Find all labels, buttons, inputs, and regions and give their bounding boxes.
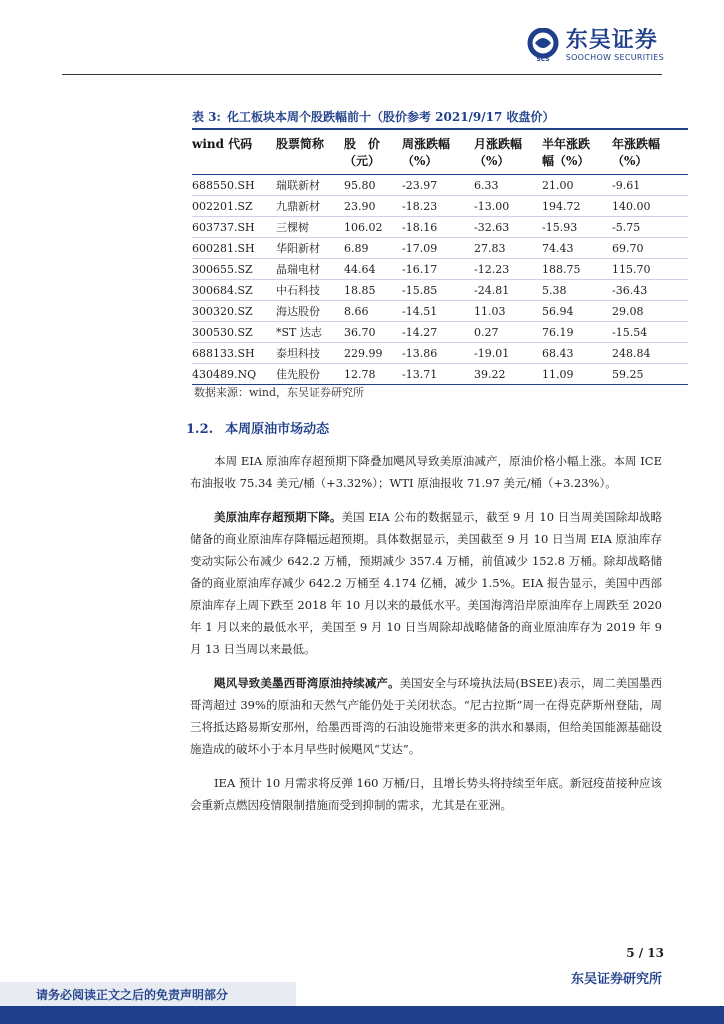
table-cell: *ST 达志 — [276, 322, 344, 343]
table-row — [192, 301, 688, 322]
paragraph-oil-summary: 本周 EIA 原油库存超预期下降叠加飓风导致美原油减产，原油价格小幅上涨。本周 ICE 布油报收 75.34 美元/桶（+3.32%）；WTI 原油报收 71.97 美元/桶（+3.23%）。 — [190, 454, 662, 490]
table-cell: 29.08 — [612, 301, 688, 322]
section-number: 1.2. — [186, 422, 214, 437]
table-row — [192, 364, 688, 385]
table-row — [192, 280, 688, 301]
table-cell: 23.90 — [344, 196, 402, 217]
footer-bar — [0, 1006, 724, 1024]
page-number: 5 / 13 — [626, 946, 664, 960]
table-row — [192, 217, 688, 238]
header-wind-code: wind 代码 — [192, 129, 276, 152]
table-cell: 74.43 — [542, 238, 612, 259]
table-row — [192, 238, 688, 259]
header-yearly-change: 年涨跌幅 — [612, 129, 688, 152]
table-cell: 430489.NQ — [192, 364, 276, 385]
table-cell: 106.02 — [344, 217, 402, 238]
header-half-year-change: 半年涨跌 — [542, 129, 612, 152]
table-cell: -5.75 — [612, 217, 688, 238]
table-cell: 002201.SZ — [192, 196, 276, 217]
table-row — [192, 322, 688, 343]
paragraph-lead: 美原油库存超预期下降。 — [214, 510, 342, 524]
table-cell: 18.85 — [344, 280, 402, 301]
table-header-units-row — [192, 152, 688, 175]
table-cell: 688133.SH — [192, 343, 276, 364]
table-caption-text: 化工板块本周个股跌幅前十（股价参考 2021/9/17 收盘价） — [226, 110, 555, 124]
table-cell: -18.23 — [402, 196, 474, 217]
table-cell: 68.43 — [542, 343, 612, 364]
table-cell: 0.27 — [474, 322, 542, 343]
table-cell: -23.97 — [402, 175, 474, 196]
table-cell: -15.93 — [542, 217, 612, 238]
header-unit: （元） — [344, 152, 402, 175]
table-cell: -19.01 — [474, 343, 542, 364]
table-cell: 56.94 — [542, 301, 612, 322]
stock-decline-table — [192, 128, 688, 385]
soochow-logo-icon — [526, 28, 560, 62]
table-cell: -24.81 — [474, 280, 542, 301]
table-cell: 59.25 — [612, 364, 688, 385]
header-unit: （%） — [474, 152, 542, 175]
table-cell: 佳先股份 — [276, 364, 344, 385]
table-cell: 115.70 — [612, 259, 688, 280]
header-unit — [192, 152, 276, 175]
table-cell: 11.03 — [474, 301, 542, 322]
table-cell: -13.71 — [402, 364, 474, 385]
table-cell: 6.33 — [474, 175, 542, 196]
table-cell: 229.99 — [344, 343, 402, 364]
table-cell: -9.61 — [612, 175, 688, 196]
footer-company: 东吴证券研究所 — [570, 972, 662, 987]
header-price: 股 价 — [344, 129, 402, 152]
table-source: 数据来源：wind，东吴证券研究所 — [194, 386, 365, 399]
table-cell: 39.22 — [474, 364, 542, 385]
table-cell: -15.54 — [612, 322, 688, 343]
table-cell: 泰坦科技 — [276, 343, 344, 364]
table-cell: -16.17 — [402, 259, 474, 280]
section-title: 本周原油市场动态 — [225, 422, 330, 437]
table-cell: 九鼎新材 — [276, 196, 344, 217]
disclaimer-text: 请务必阅读正文之后的免责声明部分 — [36, 988, 229, 1002]
table-cell: 76.19 — [542, 322, 612, 343]
table-cell: 21.00 — [542, 175, 612, 196]
header-unit: （%） — [402, 152, 474, 175]
table-cell: 6.89 — [344, 238, 402, 259]
paragraph-body: 美国 EIA 公布的数据显示，截至 9 月 10 日当周美国除却战略储备的商业原油库存降幅远超预期。具体数据显示，美国截至 9 月 10 日当周 EIA 原油库存变动实际公布减少 642.2 万桶，预期减少 357.4 万桶，前值减少 152.8 万桶。除却战略储备的商业原油库存减少 642.2 万桶至 4.174 亿桶，减少 1.5%。EIA 报告显示，美国中西部原油库存上周下跌至 2018 年 10 月以来的最低水平。美国海湾沿岸原油库存上周跌至 2020 年 1 月以来的最低水平，美国至 9 月 10 日当周除却战略储备的商业原油库存为 2019 年 9 月 13 日当周以来最低。 — [190, 510, 663, 656]
table-cell: -13.86 — [402, 343, 474, 364]
table-cell: 5.38 — [542, 280, 612, 301]
table-cell: 600281.SH — [192, 238, 276, 259]
paragraph-body: 美国安全与环境执法局(BSEE)表示，周二美国墨西哥湾超过 39%的原油和天然气产能仍处于关闭状态。“尼古拉斯”周一在得克萨斯州登陆，周三将抵达路易斯安那州，给墨西哥湾的石油设施带来更多的洪水和暴雨，但给美国能源基础设施造成的破坏小于本月早些时候飓风“艾达”。 — [190, 676, 663, 756]
header-unit: 幅（%） — [542, 152, 612, 175]
table-header-row — [192, 129, 688, 152]
table-cell: 69.70 — [612, 238, 688, 259]
table-cell: 晶瑞电材 — [276, 259, 344, 280]
brand-name-cn: 东吴证券 — [565, 27, 658, 53]
table-caption — [192, 108, 555, 125]
table-cell: 44.64 — [344, 259, 402, 280]
section-heading — [186, 418, 329, 437]
header-unit: （%） — [612, 152, 688, 175]
table-cell: 95.80 — [344, 175, 402, 196]
table-cell: 海达股份 — [276, 301, 344, 322]
table-cell: -12.23 — [474, 259, 542, 280]
header-unit — [276, 152, 344, 175]
paragraph-iea-forecast: IEA 预计 10 月需求将反弹 160 万桶/日，且增长势头将持续至年底。新冠疫苗接种应该会重新点燃因疫情限制措施而受到抑制的需求，尤其是在亚洲。 — [190, 776, 662, 812]
table-cell: 300655.SZ — [192, 259, 276, 280]
table-cell: -14.27 — [402, 322, 474, 343]
table-cell: -15.85 — [402, 280, 474, 301]
brand-logo — [526, 28, 664, 62]
header-stock-name: 股票简称 — [276, 129, 344, 152]
svg-text:SCS: SCS — [536, 56, 550, 62]
table-cell: 瑞联新材 — [276, 175, 344, 196]
table-cell: 300530.SZ — [192, 322, 276, 343]
table-cell: -17.09 — [402, 238, 474, 259]
table-cell: 27.83 — [474, 238, 542, 259]
table-row — [192, 175, 688, 196]
table-cell: -36.43 — [612, 280, 688, 301]
table-cell: 36.70 — [344, 322, 402, 343]
header-weekly-change: 周涨跌幅 — [402, 129, 474, 152]
table-cell: 12.78 — [344, 364, 402, 385]
paragraph-lead: 飓风导致美墨西哥湾原油持续减产。 — [214, 676, 400, 690]
table-row — [192, 259, 688, 280]
table-cell: 300684.SZ — [192, 280, 276, 301]
table-cell: 三棵树 — [276, 217, 344, 238]
table-cell: 11.09 — [542, 364, 612, 385]
paragraph-hurricane — [190, 672, 662, 760]
table-cell: 194.72 — [542, 196, 612, 217]
table-cell: 248.84 — [612, 343, 688, 364]
table-cell: 140.00 — [612, 196, 688, 217]
table-cell: 300320.SZ — [192, 301, 276, 322]
table-cell: -14.51 — [402, 301, 474, 322]
table-cell: -32.63 — [474, 217, 542, 238]
header-divider — [62, 74, 662, 75]
table-cell: 8.66 — [344, 301, 402, 322]
table-cell: 中石科技 — [276, 280, 344, 301]
paragraph-crude-inventory — [190, 506, 662, 660]
table-cell: -13.00 — [474, 196, 542, 217]
table-row — [192, 196, 688, 217]
table-row — [192, 343, 688, 364]
table-cell: 603737.SH — [192, 217, 276, 238]
header-monthly-change: 月涨跌幅 — [474, 129, 542, 152]
table-caption-label: 表 3: — [192, 110, 221, 124]
table-cell: 188.75 — [542, 259, 612, 280]
table-cell: -18.16 — [402, 217, 474, 238]
table-cell: 华阳新材 — [276, 238, 344, 259]
brand-name-en: SOOCHOW SECURITIES — [565, 52, 664, 62]
table-cell: 688550.SH — [192, 175, 276, 196]
